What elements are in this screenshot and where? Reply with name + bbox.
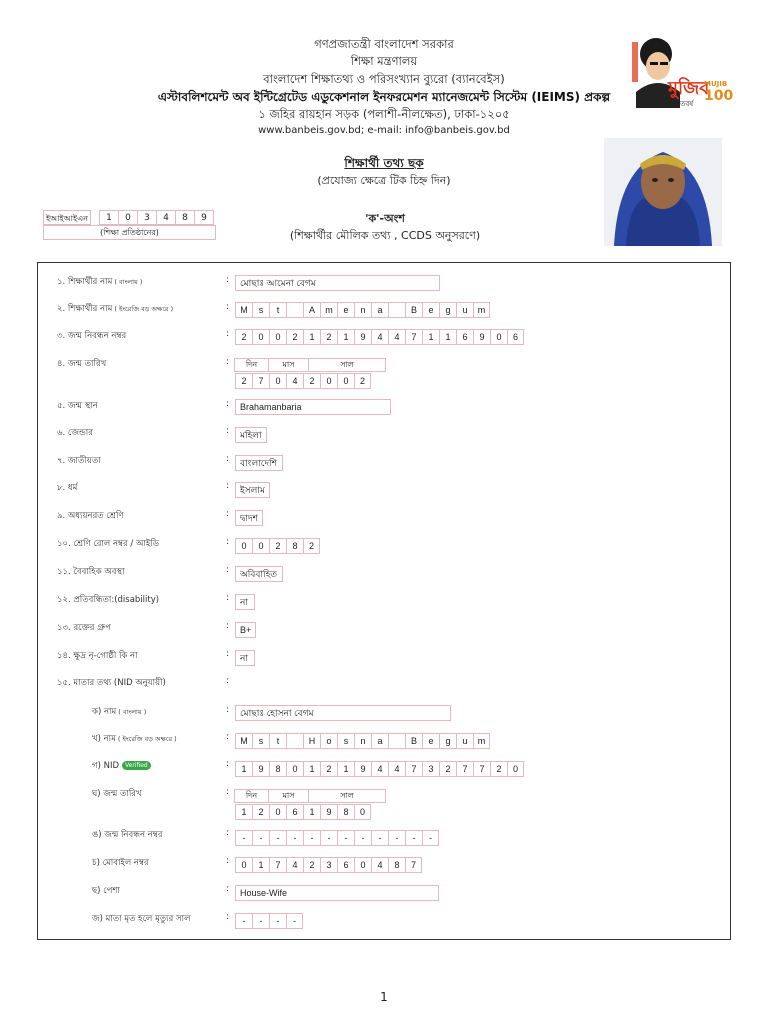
- birth-reg-char[interactable]: 0: [252, 329, 269, 345]
- mother-name-en-char[interactable]: M: [235, 733, 252, 749]
- mother-nid-char[interactable]: 9: [354, 761, 371, 777]
- mother-mobile-label: [92, 856, 149, 870]
- mother-name-en-label: [92, 732, 177, 746]
- gender-label-text: ৬. জেন্ডার: [57, 428, 93, 438]
- mother-name-en-char[interactable]: [388, 733, 405, 749]
- mother-occupation-label-text: ছ) পেশা: [92, 886, 120, 896]
- mother-nid-char[interactable]: 2: [439, 761, 456, 777]
- mother-nid-label: [92, 759, 151, 773]
- ethnic-label-text: ১৪. ক্ষুদ্র নৃ-গোষ্ঠী কি না: [57, 651, 138, 661]
- header-bureau: বাংলাদেশ শিক্ষাতথ্য ও পরিসংখ্যান ব্যুরো (ব্যানবেইস): [263, 72, 505, 86]
- student-name-en-label: [57, 302, 173, 316]
- religion-label: [57, 481, 77, 495]
- marital-field[interactable]: অবিবাহিত: [235, 566, 283, 582]
- header-address: ১ জহির রায়হান সড়ক (পলাশী-নীলক্ষেত), ঢাকা-১২০৫: [258, 107, 510, 121]
- colon: :: [226, 329, 230, 339]
- colon: :: [226, 676, 230, 686]
- mother-death-year-boxes[interactable]: [235, 913, 303, 929]
- student-name-en-char[interactable]: e: [422, 302, 439, 318]
- birth-reg-char[interactable]: 7: [405, 329, 422, 345]
- mother-birth-reg-char[interactable]: -: [252, 830, 269, 846]
- mother-name-en-char[interactable]: e: [422, 733, 439, 749]
- birth-reg-label: [57, 329, 126, 343]
- birth-reg-char[interactable]: 0: [490, 329, 507, 345]
- birth-reg-char[interactable]: 6: [507, 329, 524, 345]
- student-name-bn-field[interactable]: মোছাঃ আমেনা বেগম: [235, 275, 440, 291]
- mother-mobile-char[interactable]: 0: [235, 857, 252, 873]
- ethnic-label: [57, 649, 138, 663]
- eiin-caption: (শিক্ষা প্রতিষ্ঠানের): [43, 225, 216, 240]
- mother-dob-day-header: দিন: [234, 789, 269, 803]
- dob-char[interactable]: 0: [337, 373, 354, 389]
- section-subtitle: (শিক্ষার্থীর মৌলিক তথ্য , CCDS অনুসরণে): [289, 229, 481, 242]
- mother-birth-reg-char[interactable]: -: [337, 830, 354, 846]
- student-name-en-char[interactable]: [286, 302, 303, 318]
- mother-name-en-char[interactable]: s: [337, 733, 354, 749]
- mother-mobile-char[interactable]: 3: [320, 857, 337, 873]
- religion-field[interactable]: ইসলাম: [235, 482, 270, 498]
- mother-death-year-label-text: জ) মাতা মৃত হলে মৃত্যুর সাল: [92, 914, 191, 924]
- student-name-bn-label-text: ১. শিক্ষার্থীর নাম: [57, 277, 113, 287]
- mother-birth-reg-char[interactable]: -: [405, 830, 422, 846]
- nationality-field[interactable]: বাংলাদেশি: [235, 455, 283, 471]
- mother-name-bn-label-text: ক) নাম: [92, 707, 117, 717]
- mother-mobile-char[interactable]: 2: [303, 857, 320, 873]
- religion-label-text: ৮. ধর্ম: [57, 483, 78, 493]
- mother-nid-char[interactable]: 7: [473, 761, 490, 777]
- colon: :: [226, 399, 230, 409]
- birth-reg-char[interactable]: 4: [388, 329, 405, 345]
- student-name-en-char[interactable]: e: [337, 302, 354, 318]
- dob-char[interactable]: 0: [269, 373, 286, 389]
- roll-label-text: ১০. শ্রেণি রোল নম্বর / আইডি: [57, 539, 160, 549]
- mother-mobile-char[interactable]: 6: [337, 857, 354, 873]
- mother-name-en-boxes[interactable]: [235, 733, 490, 749]
- mother-death-year-char[interactable]: -: [252, 913, 269, 929]
- mother-birth-reg-char[interactable]: -: [235, 830, 252, 846]
- header-contact: www.banbeis.gov.bd; e-mail: info@banbeis.gov.bd: [258, 125, 510, 136]
- mother-name-en-char[interactable]: a: [371, 733, 388, 749]
- mother-dob-char[interactable]: 1: [235, 804, 252, 820]
- roll-label: [57, 537, 159, 551]
- header-govt: গণপ্রজাতন্ত্রী বাংলাদেশ সরকার: [314, 37, 454, 51]
- marital-label: [57, 565, 125, 579]
- mother-nid-char[interactable]: 8: [269, 761, 286, 777]
- class-field[interactable]: দ্বাদশ: [235, 510, 263, 526]
- birth-reg-char[interactable]: 1: [439, 329, 456, 345]
- student-name-en-char[interactable]: m: [473, 302, 490, 318]
- birth-reg-char[interactable]: 6: [456, 329, 473, 345]
- mother-nid-label-text: গ) NID: [92, 761, 119, 771]
- colon: :: [226, 759, 230, 769]
- dob-date-head: [235, 358, 386, 372]
- eiin-digit: 8: [175, 210, 195, 225]
- mother-nid-char[interactable]: 1: [303, 761, 320, 777]
- student-name-en-char[interactable]: s: [252, 302, 269, 318]
- birth-reg-char[interactable]: 1: [422, 329, 439, 345]
- class-label: [57, 509, 124, 523]
- colon: :: [226, 426, 230, 436]
- mother-mobile-char[interactable]: 4: [286, 857, 303, 873]
- mother-death-year-char[interactable]: -: [269, 913, 286, 929]
- mother-name-en-char[interactable]: u: [456, 733, 473, 749]
- dob-label: [57, 357, 106, 371]
- mother-nid-boxes[interactable]: [235, 761, 524, 777]
- dob-char[interactable]: 2: [354, 373, 371, 389]
- student-name-en-boxes[interactable]: [235, 302, 490, 318]
- section-title: 'ক'-অংশ: [365, 212, 405, 225]
- birth-reg-char[interactable]: 0: [269, 329, 286, 345]
- mother-nid-char[interactable]: 3: [422, 761, 439, 777]
- mother-name-en-label-text: খ) নাম: [92, 734, 116, 744]
- mother-mobile-boxes[interactable]: [235, 857, 422, 873]
- dob-char[interactable]: 4: [286, 373, 303, 389]
- mother-name-en-char[interactable]: n: [354, 733, 371, 749]
- mother-name-en-char[interactable]: B: [405, 733, 422, 749]
- mother-nid-char[interactable]: 1: [337, 761, 354, 777]
- roll-char[interactable]: 0: [235, 538, 252, 554]
- colon: :: [226, 537, 230, 547]
- mother-name-bn-label: [92, 705, 146, 719]
- mother-name-bn-field[interactable]: মোছাঃ হোসনা বেগম: [235, 705, 451, 721]
- disability-label-text: ১২. প্রতিবন্ধিতা:(disability): [57, 595, 160, 605]
- logo-mujib-en: MUJIB: [704, 80, 728, 88]
- logo-shatabarsha: শতবর্ষ: [676, 100, 694, 108]
- mother-nid-char[interactable]: 2: [320, 761, 337, 777]
- dob-day-header: দিন: [234, 358, 269, 372]
- colon: :: [226, 565, 230, 575]
- student-name-en-char[interactable]: A: [303, 302, 320, 318]
- mother-dob-char[interactable]: 1: [303, 804, 320, 820]
- colon: :: [226, 912, 230, 922]
- gender-label: [57, 426, 93, 440]
- mother-dob-char[interactable]: 8: [337, 804, 354, 820]
- mother-mobile-char[interactable]: 1: [252, 857, 269, 873]
- mother-nid-char[interactable]: 2: [490, 761, 507, 777]
- dob-label-text: ৪. জন্ম তারিখ: [57, 359, 107, 369]
- colon: :: [226, 787, 230, 797]
- mother-nid-char[interactable]: 9: [252, 761, 269, 777]
- mother-birth-reg-char[interactable]: -: [422, 830, 439, 846]
- mother-mobile-char[interactable]: 0: [354, 857, 371, 873]
- colon: :: [226, 732, 230, 742]
- mother-nid-char[interactable]: 0: [507, 761, 524, 777]
- eiin-digit: 9: [194, 210, 214, 225]
- dob-month-header: মাস: [268, 358, 309, 372]
- mother-nid-char[interactable]: 7: [456, 761, 473, 777]
- colon: :: [226, 593, 230, 603]
- colon: :: [226, 275, 230, 285]
- mother-name-en-char[interactable]: s: [252, 733, 269, 749]
- birth-reg-char[interactable]: 9: [354, 329, 371, 345]
- mother-birth-reg-boxes[interactable]: [235, 830, 439, 846]
- student-name-en-char[interactable]: M: [235, 302, 252, 318]
- colon: :: [226, 509, 230, 519]
- mother-dob-char[interactable]: 2: [252, 804, 269, 820]
- mother-name-en-label-note: ( ইংরেজি বড় অক্ষরে ): [115, 735, 177, 743]
- mother-dob-char[interactable]: 9: [320, 804, 337, 820]
- dob-char[interactable]: 2: [235, 373, 252, 389]
- mother-mobile-char[interactable]: 7: [269, 857, 286, 873]
- mother-death-year-char[interactable]: -: [235, 913, 252, 929]
- dob-boxes[interactable]: [235, 373, 371, 389]
- nationality-label-text: ৭. জাতীয়তা: [57, 456, 101, 466]
- verified-badge: Verified: [122, 761, 151, 770]
- student-name-bn-label-note: ( বাংলায় ): [112, 278, 143, 286]
- student-name-en-char[interactable]: g: [439, 302, 456, 318]
- mother-dob-boxes[interactable]: [235, 804, 371, 820]
- logo-100: 100: [704, 88, 734, 104]
- mujib100-logo: [628, 32, 734, 112]
- mother-dob-char[interactable]: 0: [269, 804, 286, 820]
- mother-birth-reg-char[interactable]: -: [269, 830, 286, 846]
- mother-name-en-char[interactable]: H: [303, 733, 320, 749]
- disability-label: [57, 593, 159, 607]
- eiin-digit: 3: [137, 210, 157, 225]
- form-subtitle: (প্রযোজ্য ক্ষেত্রে টিক চিহ্ন দিন): [317, 174, 451, 187]
- colon: :: [226, 884, 230, 894]
- mother-nid-char[interactable]: 4: [388, 761, 405, 777]
- mother-death-year-char[interactable]: -: [286, 913, 303, 929]
- mother-dob-char[interactable]: 6: [286, 804, 303, 820]
- birth-reg-char[interactable]: 1: [303, 329, 320, 345]
- roll-char[interactable]: 8: [286, 538, 303, 554]
- mother-mobile-label-text: চ) মোবাইল নম্বর: [92, 858, 149, 868]
- dob-char[interactable]: 0: [320, 373, 337, 389]
- student-name-bn-label: [57, 275, 142, 289]
- birth-reg-label-text: ৩. জন্ম নিবন্ধন নম্বর: [57, 331, 127, 341]
- birth-place-field[interactable]: Brahamanbaria: [235, 399, 391, 415]
- colon: :: [226, 454, 230, 464]
- mother-birth-reg-char[interactable]: -: [354, 830, 371, 846]
- logo-mujib-text: মুজিব: [668, 78, 710, 99]
- eiin-label: ইআইআইএন: [43, 210, 91, 225]
- birth-reg-char[interactable]: 2: [286, 329, 303, 345]
- mother-occupation-field[interactable]: House-Wife: [235, 885, 439, 901]
- blood-group-label: [57, 621, 111, 635]
- birth-place-label: [57, 399, 98, 413]
- mother-occupation-label: [92, 884, 120, 898]
- blood-group-label-text: ১৩. রক্তের গ্রুপ: [57, 623, 111, 633]
- mother-birth-reg-label: [92, 828, 163, 842]
- nationality-label: [57, 454, 101, 468]
- ethnic-field[interactable]: না: [235, 650, 255, 666]
- birth-reg-char[interactable]: 2: [235, 329, 252, 345]
- mother-info-label: [57, 676, 166, 690]
- mother-death-year-label: [92, 912, 190, 926]
- mother-info-label-text: ১৫. মাতার তথ্য (NID অনুযায়ী): [57, 678, 166, 688]
- roll-char[interactable]: 2: [269, 538, 286, 554]
- colon: :: [226, 357, 230, 367]
- birth-reg-char[interactable]: 2: [320, 329, 337, 345]
- class-label-text: ৯. অধ্যয়নরত শ্রেণি: [57, 511, 124, 521]
- mother-mobile-char[interactable]: 4: [371, 857, 388, 873]
- roll-boxes[interactable]: [235, 538, 320, 554]
- colon: :: [226, 828, 230, 838]
- colon: :: [226, 302, 230, 312]
- student-name-en-char[interactable]: m: [320, 302, 337, 318]
- mother-nid-char[interactable]: 4: [371, 761, 388, 777]
- mother-birth-reg-char[interactable]: -: [388, 830, 405, 846]
- mother-dob-label-text: ঘ) জন্ম তারিখ: [92, 789, 142, 799]
- mother-name-en-char[interactable]: o: [320, 733, 337, 749]
- gender-field[interactable]: মহিলা: [235, 427, 267, 443]
- blood-group-field[interactable]: B+: [235, 622, 256, 638]
- disability-field[interactable]: না: [235, 594, 255, 610]
- mother-dob-month-header: মাস: [268, 789, 309, 803]
- mother-nid-char[interactable]: 0: [286, 761, 303, 777]
- student-name-en-label-text: ২. শিক্ষার্থীর নাম: [57, 304, 113, 314]
- birth-reg-char[interactable]: 1: [337, 329, 354, 345]
- roll-char[interactable]: 2: [303, 538, 320, 554]
- student-photo: [604, 138, 722, 246]
- dob-year-header: সাল: [308, 358, 386, 372]
- mother-mobile-char[interactable]: 8: [388, 857, 405, 873]
- colon: :: [226, 621, 230, 631]
- student-name-en-char[interactable]: a: [371, 302, 388, 318]
- dob-char[interactable]: 2: [303, 373, 320, 389]
- mother-nid-char[interactable]: 1: [235, 761, 252, 777]
- student-name-en-char[interactable]: t: [269, 302, 286, 318]
- mother-birth-reg-label-text: ঙ) জন্ম নিবন্ধন নম্বর: [92, 830, 163, 840]
- marital-label-text: ১১. বৈবাহিক অবস্থা: [57, 567, 125, 577]
- mother-name-bn-label-note: ( বাংলায় ): [116, 708, 147, 716]
- roll-char[interactable]: 0: [252, 538, 269, 554]
- mother-nid-char[interactable]: 7: [405, 761, 422, 777]
- eiin-digit: 0: [118, 210, 138, 225]
- colon: :: [226, 481, 230, 491]
- student-name-en-char[interactable]: u: [456, 302, 473, 318]
- mother-dob-date-head: [235, 789, 386, 803]
- dob-char[interactable]: 7: [252, 373, 269, 389]
- mother-birth-reg-char[interactable]: -: [286, 830, 303, 846]
- eiin-digit: 1: [99, 210, 119, 225]
- colon: :: [226, 649, 230, 659]
- mother-dob-year-header: সাল: [308, 789, 386, 803]
- page-number: 1: [380, 990, 388, 1004]
- birth-reg-char[interactable]: 9: [473, 329, 490, 345]
- form-title: শিক্ষার্থী তথ্য ছক: [344, 156, 424, 170]
- mother-birth-reg-char[interactable]: -: [320, 830, 337, 846]
- student-name-en-char[interactable]: B: [405, 302, 422, 318]
- mother-name-en-char[interactable]: t: [269, 733, 286, 749]
- mother-name-en-char[interactable]: g: [439, 733, 456, 749]
- birth-reg-char[interactable]: 4: [371, 329, 388, 345]
- student-name-en-char[interactable]: n: [354, 302, 371, 318]
- colon: :: [226, 856, 230, 866]
- header-ministry: শিক্ষা মন্ত্রণালয়: [350, 54, 418, 68]
- header-project: এস্টাবলিশমেন্ট অব ইন্টিগ্রেটেড এডুকেশনাল ইনফরমেশন ম্যানেজমেন্ট সিস্টেম (IEIMS) প্রকল্প: [157, 90, 611, 104]
- mother-birth-reg-char[interactable]: -: [303, 830, 320, 846]
- student-name-en-label-note: ( ইংরেজি বড় অক্ষরে ): [112, 305, 174, 313]
- eiin-digit: 4: [156, 210, 176, 225]
- colon: :: [226, 705, 230, 715]
- mother-name-en-char[interactable]: m: [473, 733, 490, 749]
- mother-dob-label: [92, 787, 142, 801]
- birth-place-label-text: ৫. জন্ম স্থান: [57, 401, 98, 411]
- mother-dob-char[interactable]: 0: [354, 804, 371, 820]
- birth-reg-boxes[interactable]: [235, 329, 524, 345]
- mother-name-en-char[interactable]: [286, 733, 303, 749]
- student-name-en-char[interactable]: [388, 302, 405, 318]
- eiin-digits: [99, 210, 214, 225]
- mother-mobile-char[interactable]: 7: [405, 857, 422, 873]
- mother-birth-reg-char[interactable]: -: [371, 830, 388, 846]
